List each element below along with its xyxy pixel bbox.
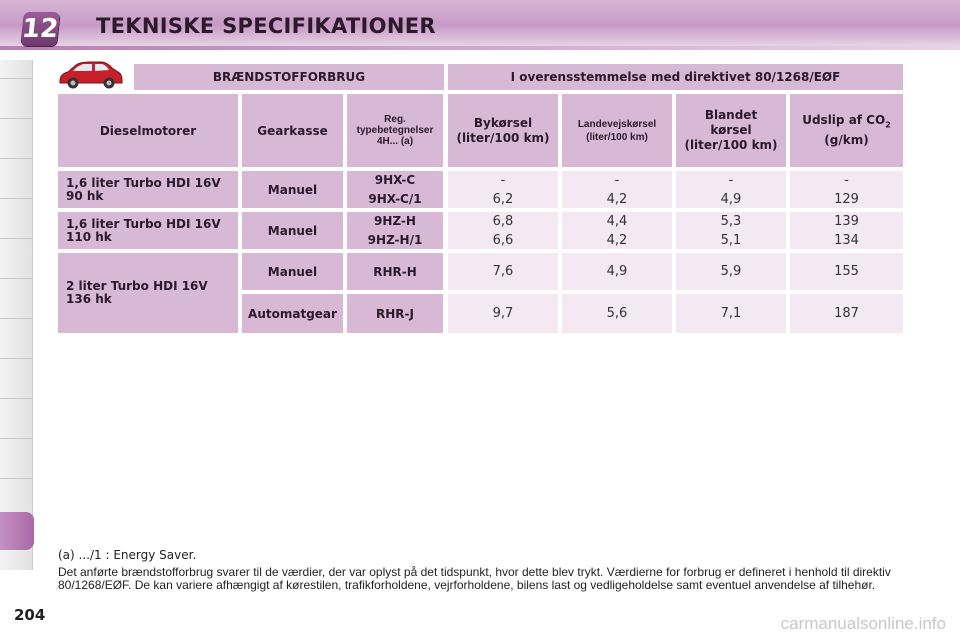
car-icon bbox=[56, 60, 124, 90]
engine-name: 1,6 liter Turbo HDI 16V bbox=[66, 216, 221, 231]
table-row-co2: 155 bbox=[790, 253, 903, 290]
column-header-city bbox=[448, 94, 558, 167]
table-row-engine bbox=[58, 171, 238, 208]
tab-divider bbox=[0, 358, 32, 359]
chapter-tab-active[interactable] bbox=[0, 512, 34, 550]
table-row-city bbox=[448, 212, 558, 249]
table-row-co2 bbox=[790, 212, 903, 249]
table-title-left: BRÆNDSTOFFORBRUG bbox=[134, 64, 444, 90]
column-header-line: (liter/100 km) bbox=[456, 130, 550, 145]
type-code: 9HX-C bbox=[374, 172, 416, 187]
value: 4,4 bbox=[606, 213, 628, 229]
tab-divider bbox=[0, 118, 32, 119]
table-row-engine bbox=[58, 212, 238, 249]
table-row-highway bbox=[562, 171, 672, 208]
column-header-line: Landevejskørsel bbox=[577, 118, 657, 130]
column-header-line: (liter/100 km) bbox=[684, 138, 778, 152]
type-code: 9HZ-H/1 bbox=[367, 232, 423, 247]
disclaimer-paragraph: Det anførte brændstofforbrug svarer til de værdier, der var oplyst på det tidspunkt, hvor dette blev trykt. Værdierne for forbrug er defineret i henhold til direktiv 80/1268/EØF. De kan variere afhængigt af kørestilen, trafikforholdene, vejrforholdene, bilens last og vedligeholdelse samt eventuel anvendelse af tilhehør. bbox=[58, 565, 891, 592]
tab-divider bbox=[0, 78, 32, 79]
tab-divider bbox=[0, 398, 32, 399]
footnote: (a) .../1 : Energy Saver. bbox=[58, 548, 197, 562]
column-header-engine: Dieselmotorer bbox=[58, 94, 238, 167]
co2-label: Udslip af CO bbox=[802, 113, 886, 128]
table-row-combined: 7,1 bbox=[676, 294, 786, 333]
table-row-co2 bbox=[790, 171, 903, 208]
table-row-type-designation bbox=[347, 171, 443, 208]
table-row-co2: 187 bbox=[790, 294, 903, 333]
tab-divider bbox=[0, 318, 32, 319]
table-row-type-designation: RHR-J bbox=[347, 294, 443, 333]
table-row-city bbox=[448, 171, 558, 208]
column-header-line: (g/km) bbox=[824, 132, 869, 147]
table-row-highway bbox=[562, 212, 672, 249]
table-row-city: 7,6 bbox=[448, 253, 558, 290]
column-header-co2 bbox=[790, 94, 903, 167]
column-header-line: typebetegnelser bbox=[356, 125, 434, 136]
type-code: 9HZ-H bbox=[374, 213, 416, 228]
table-row-type-designation: RHR-H bbox=[347, 253, 443, 290]
chapter-tab-strip bbox=[0, 60, 33, 570]
tab-divider bbox=[0, 478, 32, 479]
tab-divider bbox=[0, 238, 32, 239]
engine-name: 2 liter Turbo HDI 16V bbox=[66, 279, 208, 293]
column-header-line: Bykørsel bbox=[473, 115, 533, 130]
table-row-engine bbox=[58, 253, 238, 333]
page-number: 204 bbox=[14, 606, 46, 624]
column-header-line: Blandet bbox=[704, 108, 758, 122]
value: - bbox=[500, 172, 506, 188]
type-code: 9HX-C/1 bbox=[368, 191, 422, 206]
value: 4,2 bbox=[606, 232, 628, 248]
value: 6,6 bbox=[492, 232, 514, 248]
engine-power: 136 hk bbox=[66, 292, 112, 306]
tab-divider bbox=[0, 158, 32, 159]
column-header-line bbox=[802, 113, 891, 132]
table-row-combined bbox=[676, 171, 786, 208]
co2-subscript: 2 bbox=[885, 120, 891, 130]
value: - bbox=[844, 172, 849, 188]
column-header-line: Reg. bbox=[384, 114, 406, 125]
table-row-highway: 5,6 bbox=[562, 294, 672, 333]
table-title-right: I overensstemmelse med direktivet 80/1268/EØF bbox=[448, 64, 903, 90]
value: 129 bbox=[834, 191, 859, 207]
tab-divider bbox=[0, 438, 32, 439]
value: 139 bbox=[834, 213, 859, 229]
table-row-type-designation bbox=[347, 212, 443, 249]
tab-divider bbox=[0, 198, 32, 199]
value: 6,2 bbox=[492, 191, 514, 207]
column-header-line: kørsel bbox=[710, 123, 752, 137]
value: 6,8 bbox=[492, 213, 514, 229]
value: 4,2 bbox=[606, 191, 628, 207]
value: 5,1 bbox=[720, 232, 742, 248]
column-header-combined bbox=[676, 94, 786, 167]
tab-divider bbox=[0, 278, 32, 279]
column-header-highway bbox=[562, 94, 672, 167]
value: - bbox=[728, 172, 734, 188]
engine-name: 1,6 liter Turbo HDI 16V bbox=[66, 175, 221, 190]
chapter-badge: 12 bbox=[20, 14, 60, 44]
table-row-highway: 4,9 bbox=[562, 253, 672, 290]
table-row-combined: 5,9 bbox=[676, 253, 786, 290]
value: 134 bbox=[834, 232, 859, 248]
table-row-gearbox: Automatgear bbox=[242, 294, 343, 333]
column-header-type-designation bbox=[347, 94, 443, 167]
column-header-gearbox: Gearkasse bbox=[242, 94, 343, 167]
table-row-gearbox: Manuel bbox=[242, 171, 343, 208]
page-title: TEKNISKE SPECIFIKATIONER bbox=[96, 14, 436, 38]
engine-power: 110 hk bbox=[66, 229, 112, 244]
value: 4,9 bbox=[720, 191, 742, 207]
table-row-gearbox: Manuel bbox=[242, 253, 343, 290]
column-header-line: 4H... (a) bbox=[376, 136, 414, 147]
value: - bbox=[614, 172, 620, 188]
watermark: carmanualsonline.info bbox=[780, 614, 946, 633]
column-header-line: (liter/100 km) bbox=[586, 131, 648, 143]
table-row-gearbox: Manuel bbox=[242, 212, 343, 249]
engine-power: 90 hk bbox=[66, 188, 104, 203]
table-row-city: 9,7 bbox=[448, 294, 558, 333]
table-row-combined bbox=[676, 212, 786, 249]
value: 5,3 bbox=[720, 213, 742, 229]
header-divider bbox=[0, 46, 960, 50]
